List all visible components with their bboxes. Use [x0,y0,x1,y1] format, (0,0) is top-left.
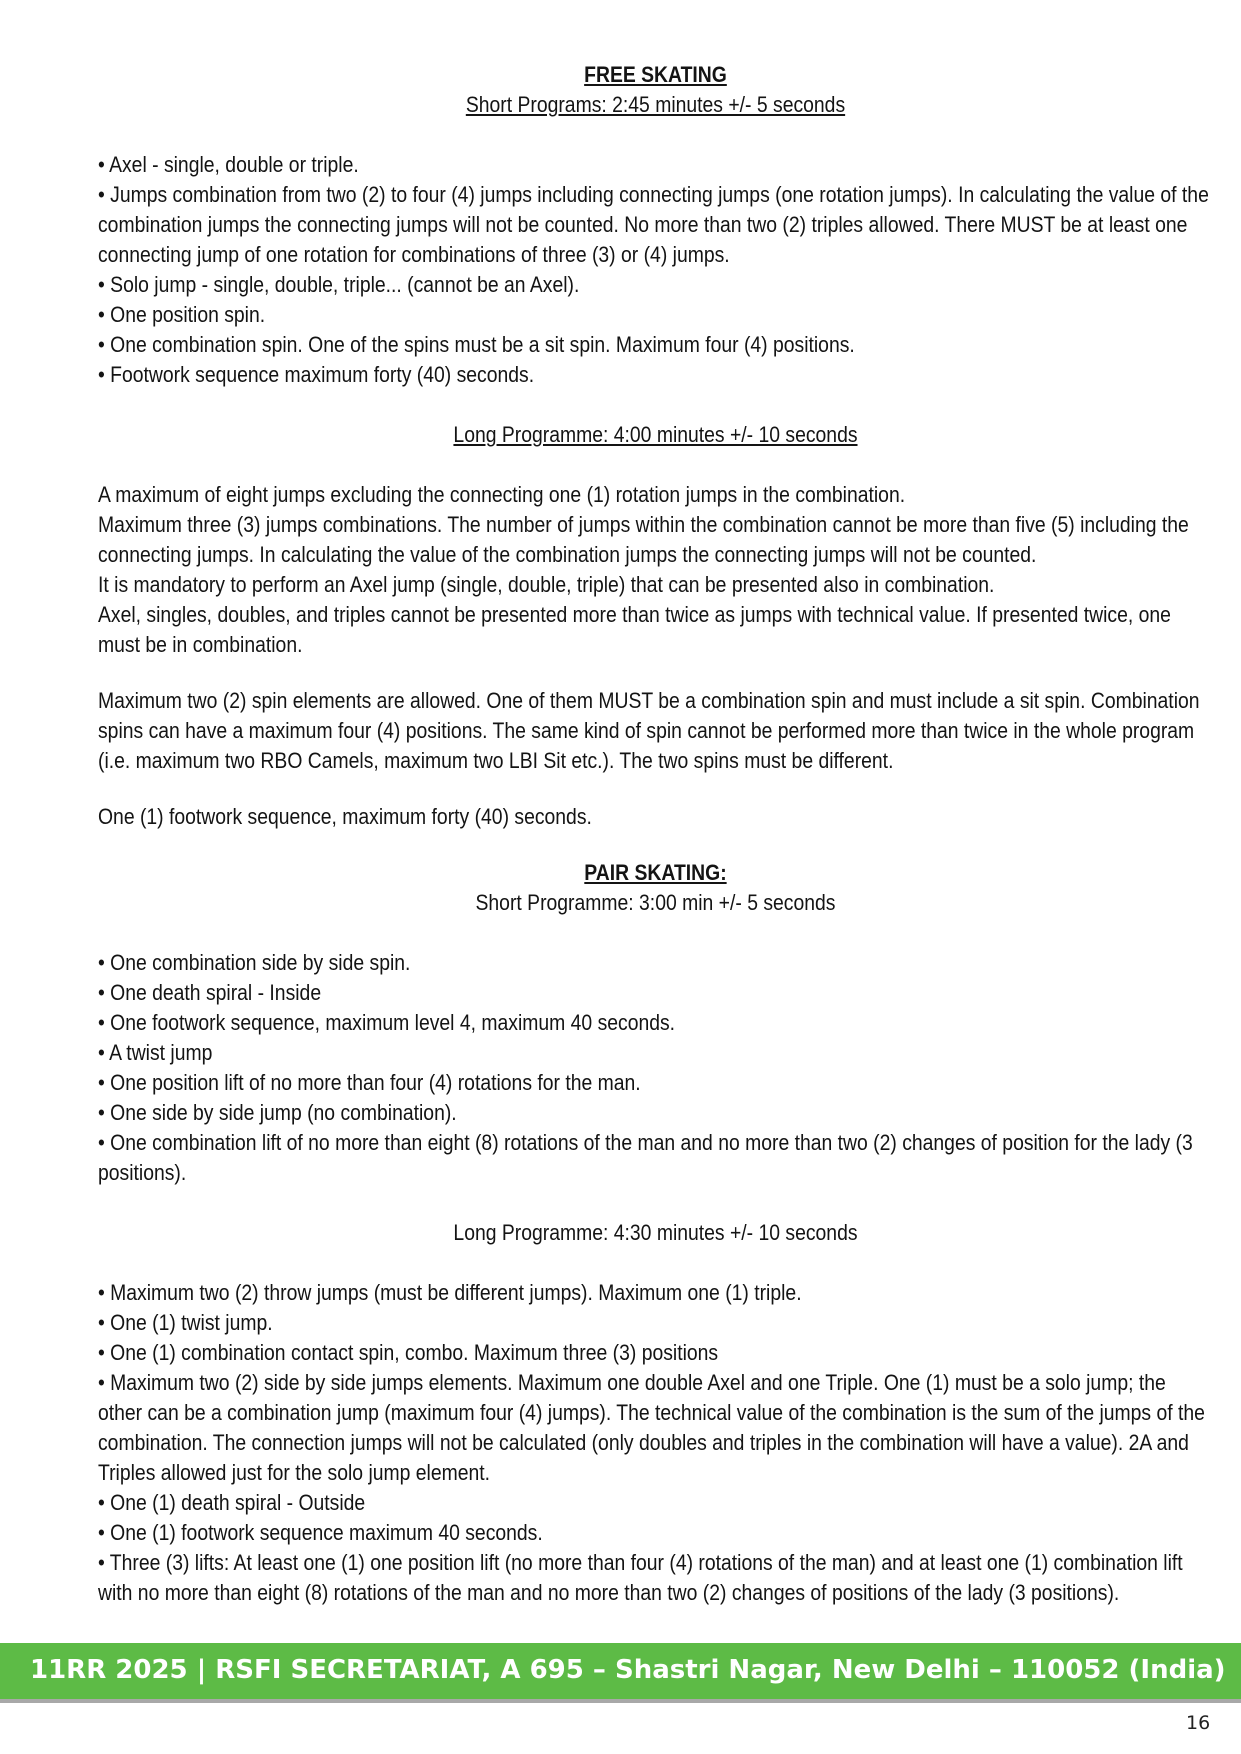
free-short-program-heading: Short Programs: 2:45 minutes +/- 5 seconds [465,92,846,117]
list-item: • Footwork sequence maximum forty (40) seconds. [98,362,535,387]
free-long-program-paragraph-1 [98,480,1213,660]
list-item: • Maximum two (2) side by side jumps elements. Maximum one double Axel and one Triple. One (1) must be a solo jump; the other can be a combination jump (maximum four (4) jumps). The technical value of the combination is the sum of the jumps of the combination. The connection jumps will not be calculated (only doubles and triples in the combination will have a value). 2A and Triples allowed just for the solo jump element. [98,1370,1205,1485]
list-item: • Maximum two (2) throw jumps (must be different jumps). Maximum one (1) triple. [98,1280,802,1305]
list-item: • One death spiral - Inside [98,980,322,1005]
pair-long-program-list [98,1278,1213,1608]
list-item: • One footwork sequence, maximum level 4, maximum 40 seconds. [98,1010,676,1035]
free-skating-title: FREE SKATING [584,62,727,87]
free-long-program-heading: Long Programme: 4:00 minutes +/- 10 seconds [453,422,858,447]
list-item: • One (1) footwork sequence maximum 40 seconds. [98,1520,543,1545]
list-item: • One combination side by side spin. [98,950,411,975]
list-item: • One (1) combination contact spin, combo. Maximum three (3) positions [98,1340,719,1365]
pair-long-program-heading: Long Programme: 4:30 minutes +/- 10 seconds [453,1220,858,1245]
list-item: • One combination lift of no more than eight (8) rotations of the man and no more than two (2) changes of position for the lady (3 positions). [98,1130,1193,1185]
pair-short-program-heading: Short Programme: 3:00 min +/- 5 seconds [475,890,836,915]
pair-skating-title: PAIR SKATING: [584,860,727,885]
footer-address: 11RR 2025 | RSFI SECRETARIAT, A 695 – Shastri Nagar, New Delhi – 110052 (India) [30,1655,1226,1685]
list-item: • Three (3) lifts: At least one (1) one position lift (no more than four (4) rotations of the man) and at least one (1) combination lift with no more than eight (8) rotations of the man and no more than two (2) changes of positions of the lady (3 positions). [98,1550,1183,1605]
free-long-program-paragraph-2: Maximum two (2) spin elements are allowed. One of them MUST be a combination spin and must include a sit spin. Combination spins can have a maximum four (4) positions. The same kind of spin cannot be performed more than twice in the whole program (i.e. maximum two RBO Camels, maximum two LBI Sit etc.). The two spins must be different. [98,688,1200,773]
paragraph-line: Maximum three (3) jumps combinations. The number of jumps within the combination cannot be more than five (5) including the connecting jumps. In calculating the value of the combination jumps the connecting jumps will not be counted. [98,512,1189,567]
list-item: • A twist jump [98,1040,213,1065]
footer-bar [0,1643,1241,1703]
list-item: • Axel - single, double or triple. [98,152,359,177]
list-item: • Jumps combination from two (2) to four (4) jumps including connecting jumps (one rotation jumps). In calculating the value of the combination jumps the connecting jumps will not be counted. No more than two (2) triples allowed. There MUST be at least one connecting jump of one rotation for combinations of three (3) or (4) jumps. [98,182,1209,267]
free-long-program-paragraph-3: One (1) footwork sequence, maximum forty (40) seconds. [98,804,592,829]
paragraph-line: A maximum of eight jumps excluding the connecting one (1) rotation jumps in the combination. [98,482,906,507]
list-item: • One side by side jump (no combination). [98,1100,457,1125]
list-item: • One (1) twist jump. [98,1310,273,1335]
paragraph-line: Axel, singles, doubles, and triples cannot be presented more than twice as jumps with technical value. If presented twice, one must be in combination. [98,602,1171,657]
pair-short-program-list [98,948,1213,1188]
page-content [98,60,1209,1608]
list-item: • One position spin. [98,302,266,327]
free-short-program-list [98,150,1213,390]
page-number: 16 [1186,1712,1211,1734]
paragraph-line: It is mandatory to perform an Axel jump (single, double, triple) that can be presented also in combination. [98,572,995,597]
list-item: • One (1) death spiral - Outside [98,1490,366,1515]
list-item: • One position lift of no more than four (4) rotations for the man. [98,1070,641,1095]
list-item: • One combination spin. One of the spins must be a sit spin. Maximum four (4) positions. [98,332,855,357]
list-item: • Solo jump - single, double, triple... (cannot be an Axel). [98,272,580,297]
